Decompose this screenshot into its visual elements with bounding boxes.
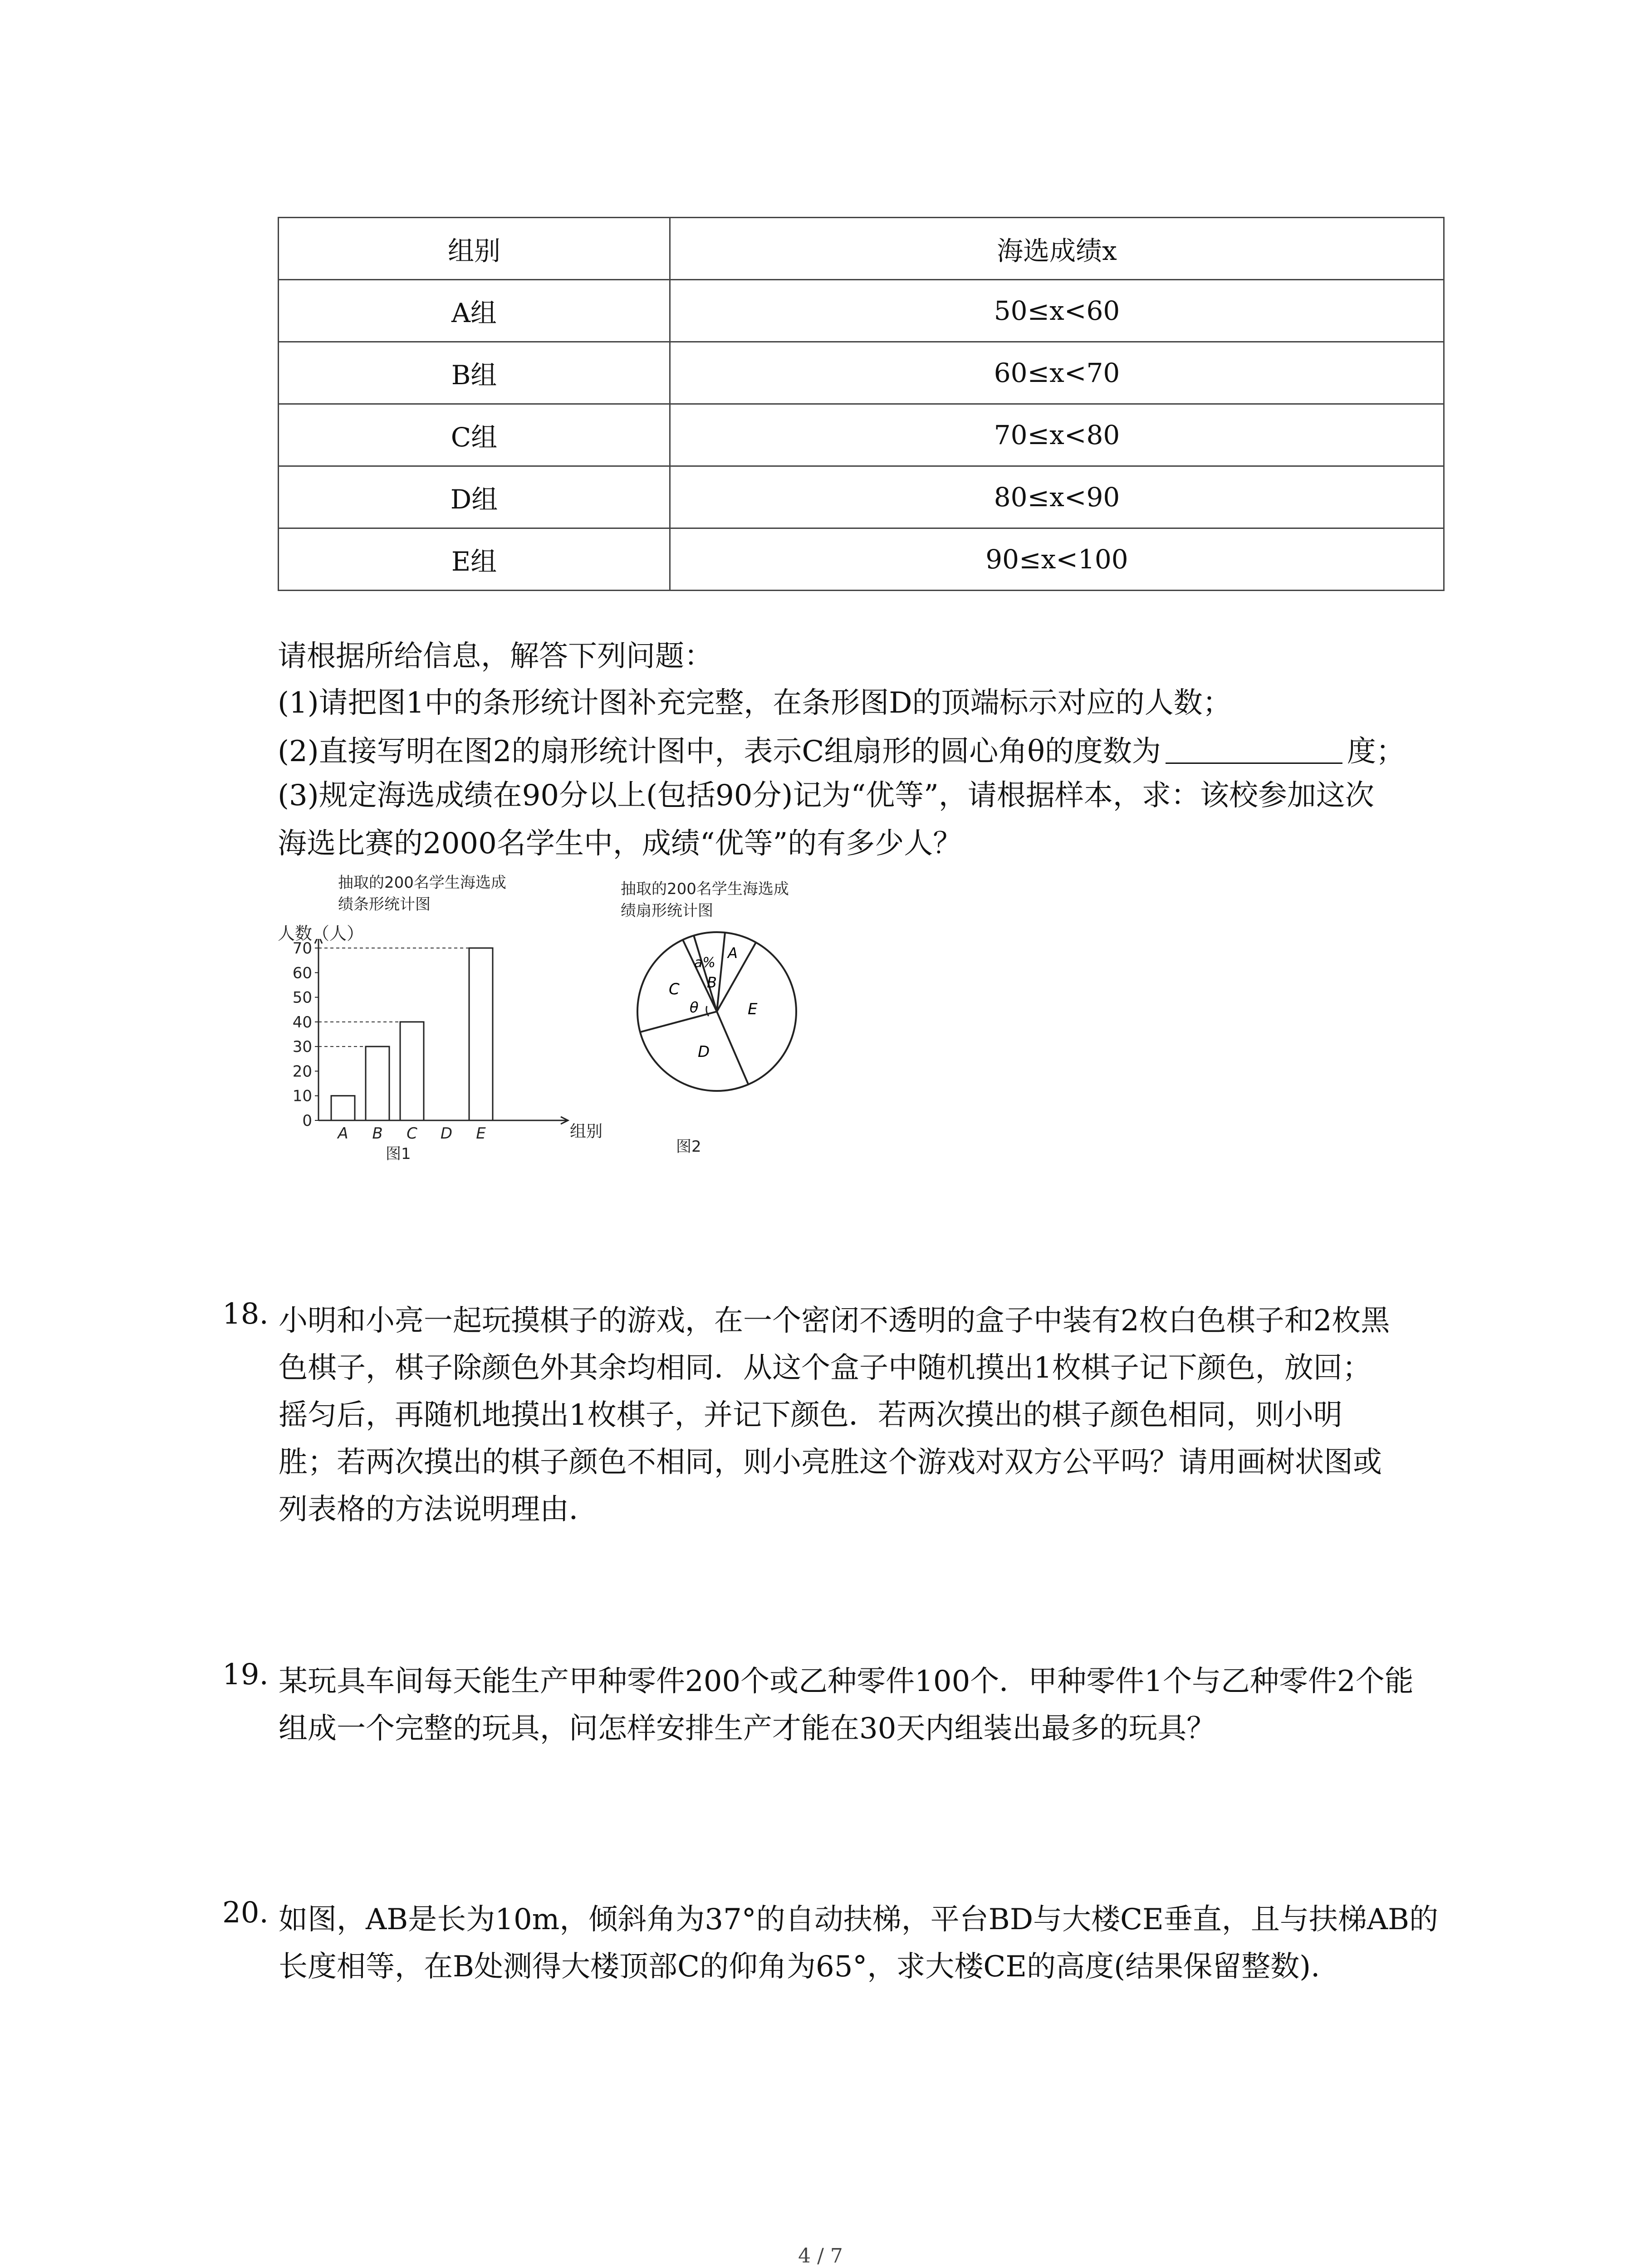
- x-tick-label: B: [372, 1124, 383, 1143]
- table-cell: 80≤x<90: [670, 466, 1444, 528]
- q19-number: 19.: [222, 1658, 269, 1691]
- q20-line: 如图，AB是长为10m，倾斜角为37°的自动扶梯，平台BD与大楼CE垂直，且与扶梯AB的: [279, 1903, 1439, 1936]
- fig1-title-line2: 绩条形统计图: [338, 895, 431, 914]
- table-cell: C组: [279, 404, 670, 466]
- pie-label-theta: θ: [690, 999, 699, 1016]
- y-tick-label: 30: [292, 1038, 312, 1056]
- fig1-title-line1: 抽取的200名学生海选成: [338, 874, 506, 892]
- fig2-title-line1: 抽取的200名学生海选成: [621, 880, 789, 898]
- page-number: 4 / 7: [798, 2244, 843, 2268]
- score-group-table: [278, 217, 1445, 591]
- table-cell: A组: [279, 280, 670, 342]
- bar-a: [331, 1096, 355, 1120]
- table-cell: 70≤x<80: [670, 404, 1444, 466]
- table-row: [279, 404, 1444, 466]
- table-header-row: [279, 218, 1444, 280]
- table-cell: 90≤x<100: [670, 528, 1444, 591]
- q17-intro: 请根据所给信息，解答下列问题：: [278, 640, 713, 673]
- q19-line: 某玩具车间每天能生产甲种零件200个或乙种零件100个．甲种零件1个与乙种零件2个能: [279, 1665, 1414, 1698]
- pie-label-c: C: [669, 980, 680, 998]
- pie-label-b: B: [707, 974, 717, 991]
- table-header-cell: 海选成绩x: [670, 218, 1444, 280]
- pie-boundary-d-c: [641, 1012, 717, 1032]
- table-cell: E组: [279, 528, 670, 591]
- q20-number: 20.: [222, 1896, 269, 1930]
- q17-part1: (1)请把图1中的条形统计图补充完整，在条形图D的顶端标示对应的人数；: [278, 686, 1232, 720]
- fig1-ylabel: 人数（人）: [278, 924, 364, 943]
- bar-b: [366, 1046, 389, 1120]
- y-tick-label: 0: [302, 1112, 312, 1130]
- q17-part2: [278, 735, 1405, 766]
- x-tick-label: D: [440, 1124, 453, 1143]
- x-tick-label: A: [338, 1124, 348, 1143]
- table-header-cell: 组别: [279, 218, 670, 280]
- table-cell: 50≤x<60: [670, 280, 1444, 342]
- q17-part3-line1: (3)规定海选成绩在90分以上(包括90分)记为“优等”，请根据样本，求：该校参加这次: [278, 779, 1374, 812]
- y-tick-label: 60: [292, 964, 312, 982]
- y-tick-label: 20: [292, 1062, 312, 1081]
- q17-part2-text: (2)直接写明在图2的扇形统计图中，表示C组扇形的圆心角θ的度数为: [278, 735, 1161, 768]
- x-axis-label: 组别: [570, 1122, 603, 1141]
- q18-line: 列表格的方法说明理由．: [279, 1493, 598, 1526]
- table-row: [279, 528, 1444, 591]
- q18-line: 摇匀后，再随机地摸出1枚棋子，并记下颜色．若两次摸出的棋子颜色相同，则小明: [279, 1398, 1342, 1432]
- bar-chart: [278, 939, 604, 1148]
- y-tick-label: 10: [292, 1087, 312, 1105]
- fig2-caption: 图2: [676, 1138, 701, 1156]
- pie-label-e: E: [748, 1000, 758, 1018]
- bar-e: [469, 948, 493, 1120]
- pie-label-a: A: [728, 944, 738, 962]
- q17-part3-line2: 海选比赛的2000名学生中，成绩“优等”的有多少人？: [278, 827, 962, 860]
- table-cell: B组: [279, 342, 670, 404]
- x-tick-label: C: [407, 1124, 417, 1143]
- table-row: [279, 466, 1444, 528]
- answer-blank[interactable]: [1166, 735, 1342, 764]
- y-tick-label: 70: [292, 939, 312, 958]
- q18-line: 胜；若两次摸出的棋子颜色不相同，则小亮胜这个游戏对双方公平吗？请用画树状图或: [279, 1446, 1382, 1479]
- q18-number: 18.: [222, 1297, 269, 1331]
- q19-line: 组成一个完整的玩具，问怎样安排生产才能在30天内组装出最多的玩具？: [279, 1712, 1216, 1745]
- table-cell: D组: [279, 466, 670, 528]
- y-tick-label: 40: [292, 1013, 312, 1031]
- bar-c: [400, 1022, 424, 1120]
- pie-label-alpha: a%: [694, 955, 715, 971]
- table-row: [279, 280, 1444, 342]
- x-tick-label: E: [476, 1124, 486, 1143]
- pie-boundary-e-d: [717, 1012, 749, 1085]
- q18-line: 色棋子，棋子除颜色外其余均相同．从这个盒子中随机摸出1枚棋子记下颜色，放回；: [279, 1351, 1372, 1385]
- y-tick-label: 50: [292, 988, 312, 1007]
- q17-part2-unit: 度；: [1347, 735, 1405, 768]
- pie-chart: [631, 925, 803, 1098]
- table-cell: 60≤x<70: [670, 342, 1444, 404]
- fig1-caption: 图1: [386, 1145, 411, 1163]
- table-row: [279, 342, 1444, 404]
- pie-label-d: D: [698, 1043, 710, 1061]
- q18-line: 小明和小亮一起玩摸棋子的游戏，在一个密闭不透明的盒子中装有2枚白色棋子和2枚黑: [279, 1304, 1390, 1338]
- q20-line: 长度相等，在B处测得大楼顶部C的仰角为65°，求大楼CE的高度(结果保留整数).: [279, 1950, 1320, 1984]
- fig2-title-line2: 绩扇形统计图: [621, 902, 713, 920]
